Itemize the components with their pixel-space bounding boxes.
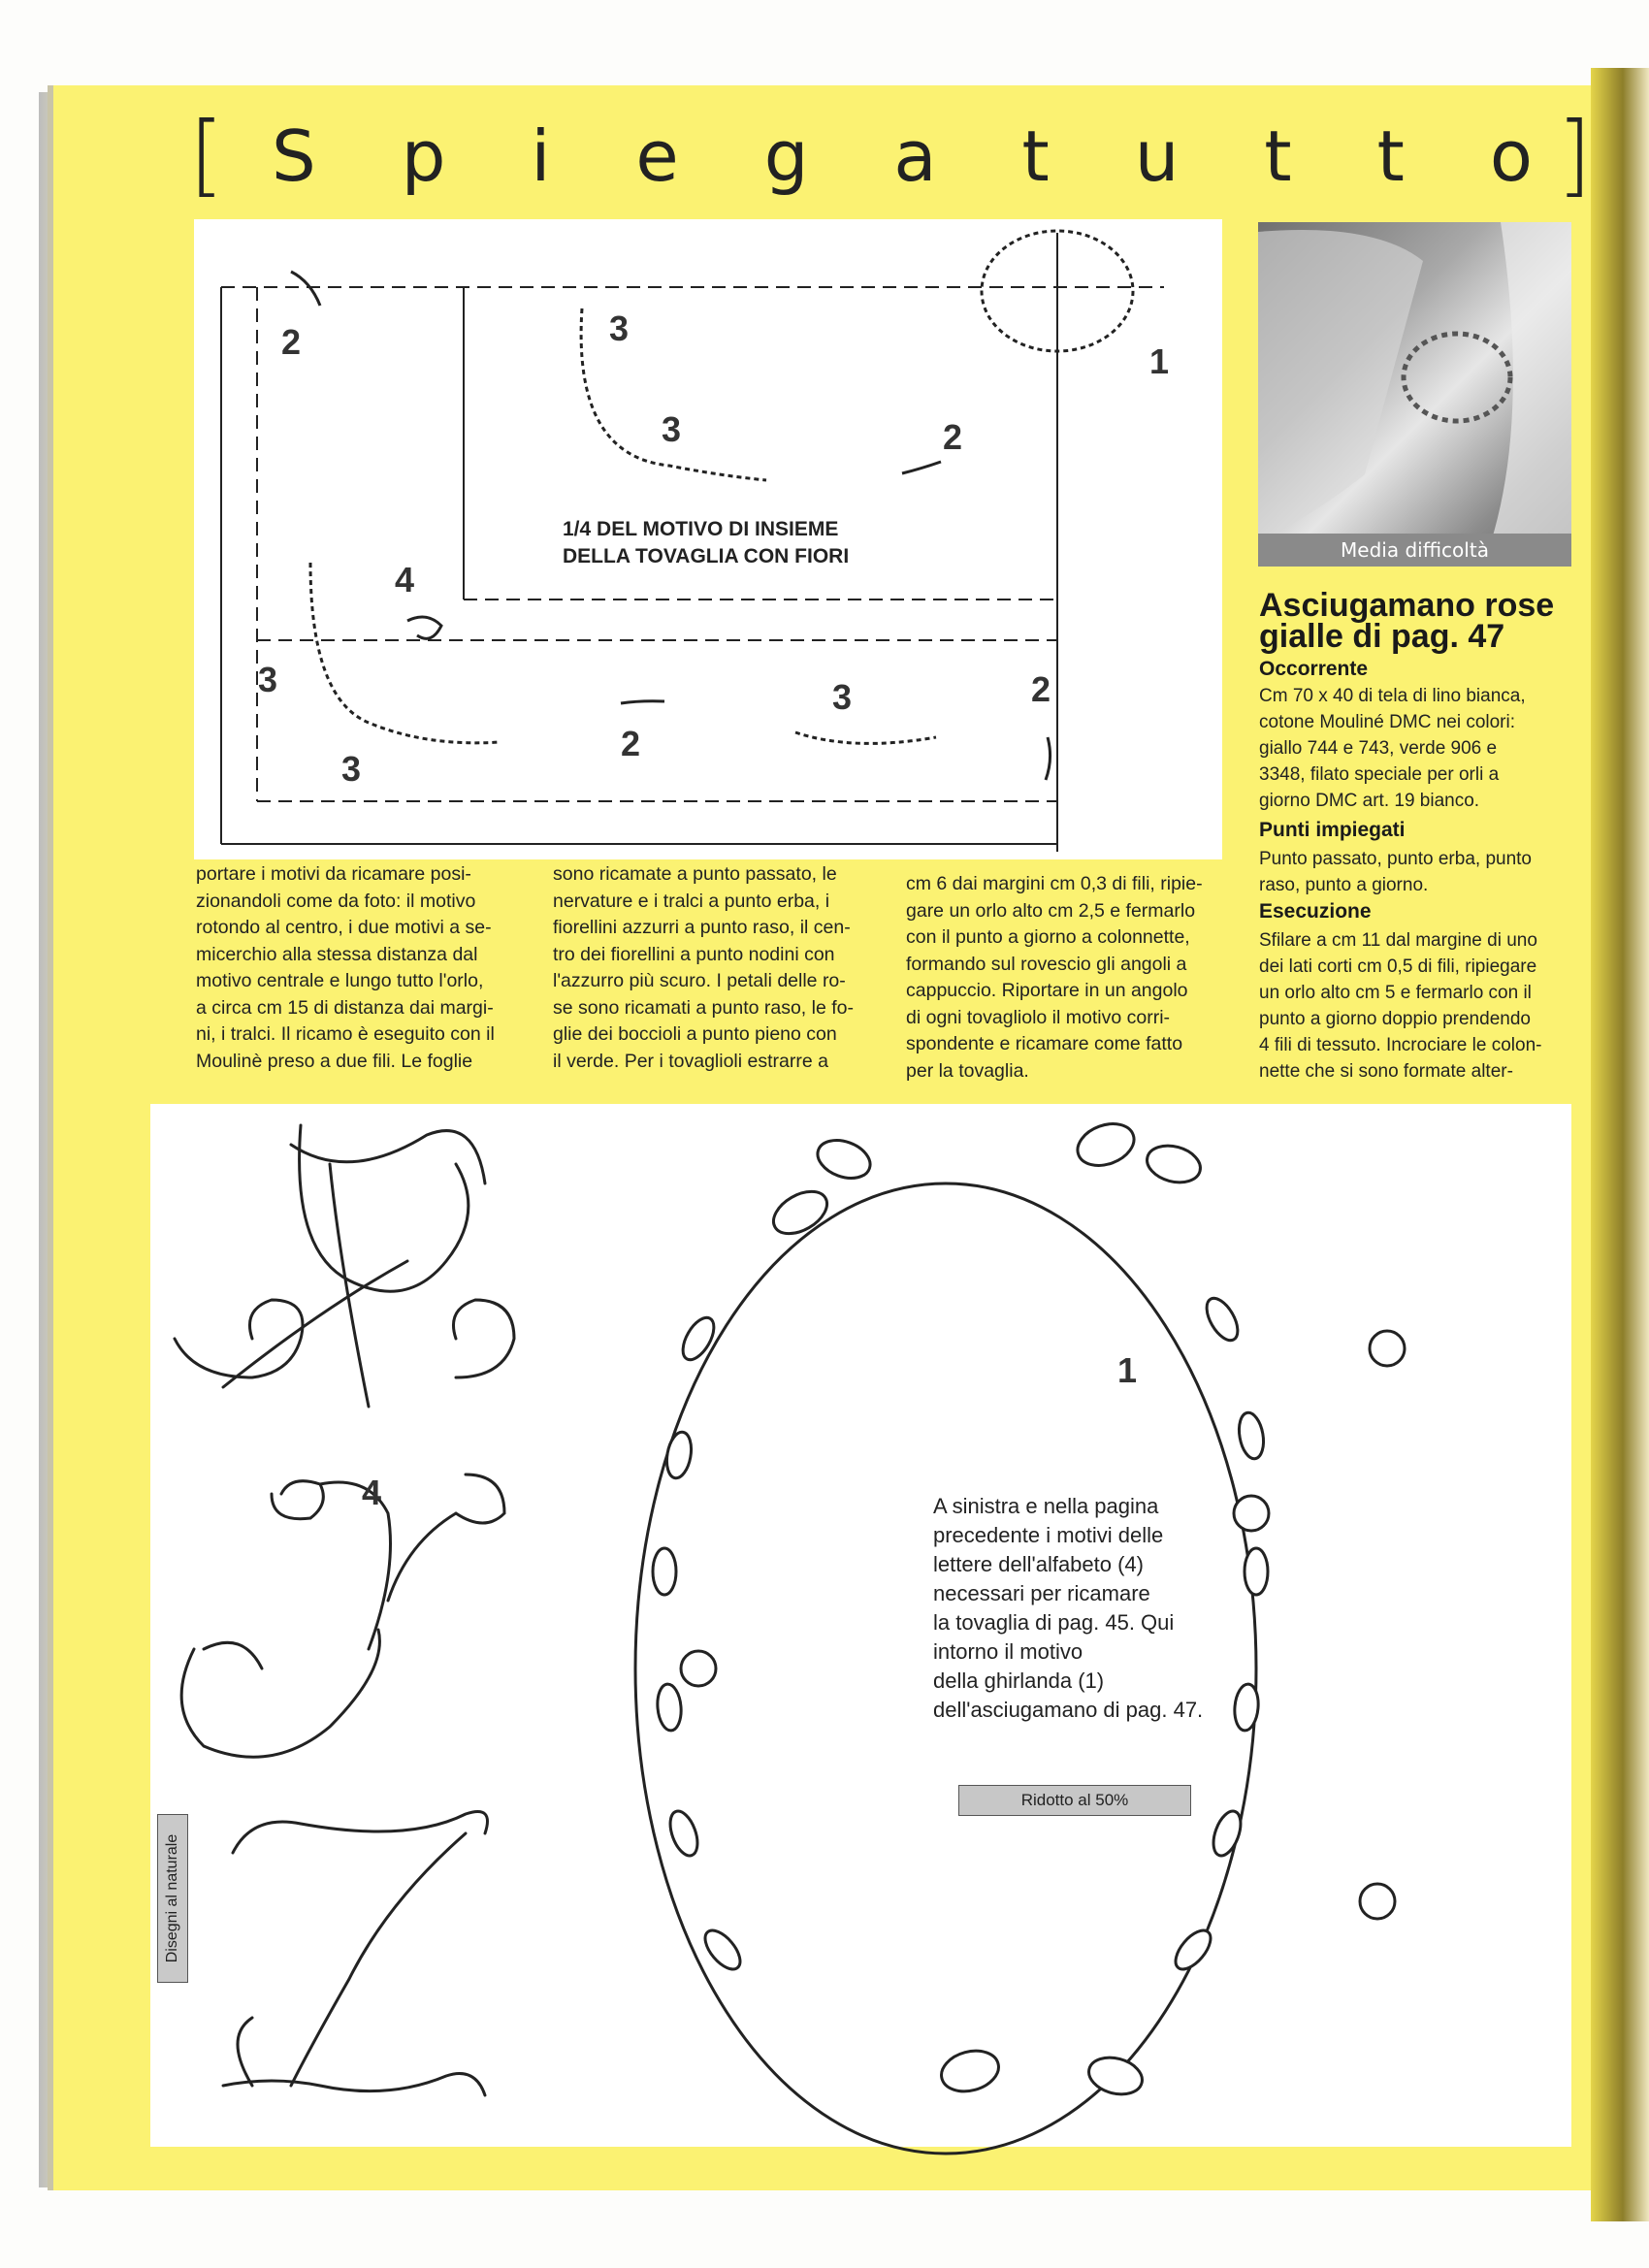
esecuzione-heading: Esecuzione (1259, 900, 1372, 923)
title-letter: e (635, 115, 679, 197)
pattern-number-1: 1 (1117, 1350, 1138, 1390)
letter-y-stroke (388, 1474, 504, 1601)
punti-heading: Punti impiegati (1259, 819, 1406, 841)
letter-x-stroke (175, 1300, 303, 1377)
diagram-number: 2 (943, 417, 963, 457)
title-letter: u (1134, 115, 1180, 197)
diagram-number: 4 (395, 560, 415, 599)
text-line: cappuccio. Riportare in un angolo (906, 980, 1188, 1001)
text-line: rotondo al centro, i due motivi a se- (196, 917, 492, 938)
diagram-number: 2 (1031, 669, 1051, 709)
diagram-number: 3 (609, 308, 630, 348)
text-line: la tovaglia di pag. 45. Qui (933, 1610, 1175, 1635)
diagram-number: 2 (281, 322, 302, 362)
title-letter: t (1021, 115, 1050, 197)
text-line: dell'asciugamano di pag. 47. (933, 1698, 1204, 1722)
diagram-caption-line: DELLA TOVAGLIA CON FIORI (563, 545, 850, 567)
text-line: Punto passato, punto erba, punto (1259, 849, 1532, 869)
text-line: Moulinè preso a due fili. Le foglie (196, 1050, 473, 1072)
patterns-caption (933, 1492, 1224, 1725)
project-title-line: Asciugamano rose (1259, 587, 1555, 624)
text-line: giorno DMC art. 19 bianco. (1259, 791, 1480, 811)
letter-x-stroke (291, 1131, 485, 1183)
text-line: gare un orlo alto cm 2,5 e fermarlo (906, 899, 1196, 922)
text-line: Sfilare a cm 11 dal margine di uno (1259, 930, 1537, 951)
letter-z-stroke (238, 2018, 252, 2086)
text-line: raso, punto a giorno. (1259, 875, 1429, 895)
title-letter: o (1489, 115, 1533, 197)
text-line: lettere dell'alfabeto (4) (933, 1552, 1144, 1576)
text-line: fiorellini azzurri a punto raso, il cen- (553, 917, 851, 938)
diagram-number: 3 (258, 660, 278, 699)
letter-y-stroke (181, 1630, 379, 1757)
text-line: 3348, filato speciale per orli a (1259, 764, 1500, 785)
text-line: della ghirlanda (1) (933, 1669, 1105, 1693)
letter-x-stroke (300, 1125, 469, 1291)
letter-x-stroke (454, 1300, 515, 1377)
diagram-number: 3 (832, 677, 853, 717)
text-line: glie dei boccioli a punto pieno con (553, 1023, 837, 1045)
occorrente-heading: Occorrente (1259, 658, 1369, 680)
text-line: con il punto a giorno a colonnette, (906, 926, 1190, 948)
letter-y-stroke (272, 1481, 323, 1519)
title-bracket-close: ] (1557, 103, 1592, 207)
title-letter: t (1376, 115, 1405, 197)
diagram-number: 1 (1149, 341, 1170, 381)
text-line: il verde. Per i tovaglioli estrarre a (553, 1050, 828, 1072)
text-line: l'azzurro più scuro. I petali delle ro- (553, 970, 846, 991)
text-line: zionandoli come da foto: il motivo (196, 890, 476, 912)
text-line: cm 6 dai margini cm 0,3 di fili, ripie- (906, 873, 1203, 894)
text-line: cotone Mouliné DMC nei colori: (1259, 712, 1516, 732)
text-line: sono ricamate a punto passato, le (553, 863, 837, 885)
text-line: dei lati corti cm 0,5 di fili, ripiegare (1259, 956, 1537, 977)
text-line: necessari per ricamare (933, 1581, 1150, 1605)
vertical-label (157, 1814, 188, 1983)
text-line: 4 fili di tessuto. Incrociare le colon- (1259, 1035, 1542, 1055)
title-letter: g (763, 115, 809, 197)
text-line: precedente i motivi delle (933, 1523, 1164, 1547)
title-letter: p (401, 115, 446, 197)
text-line: portare i motivi da ricamare posi- (196, 863, 471, 885)
text-line: di ogni tovagliolo il motivo corri- (906, 1006, 1171, 1028)
text-line: micerchio alla stessa distanza dal (196, 943, 478, 965)
text-line: intorno il motivo (933, 1639, 1083, 1664)
text-line: giallo 744 e 743, verde 906 e (1259, 738, 1498, 759)
text-line: un orlo alto cm 5 e fermarlo con il (1259, 983, 1532, 1003)
title-bracket-open: [ (189, 103, 224, 207)
text-line: a circa cm 15 di distanza dai margi- (196, 996, 494, 1019)
diagram-number: 2 (621, 724, 641, 763)
diagram-number: 3 (341, 749, 362, 789)
text-line: spondente e ricamare come fatto (906, 1033, 1183, 1054)
text-line: formando sul rovescio gli angoli a (906, 953, 1187, 975)
scale-badge: Ridotto al 50% (958, 1785, 1191, 1816)
text-line: motivo centrale e lungo tutto l'orlo, (196, 970, 484, 991)
vertical-label-text: Disegni al naturale (164, 1833, 180, 1963)
text-line: per la tovaglia. (906, 1059, 1029, 1082)
text-line: nette che si sono formate alter- (1259, 1061, 1513, 1082)
pattern-number-4: 4 (362, 1473, 382, 1512)
title-letter: S (272, 115, 316, 197)
text-line: se sono ricamati a punto raso, le fo- (553, 996, 854, 1019)
letter-z-stroke (223, 2074, 485, 2096)
project-title-line: gialle di pag. 47 (1259, 618, 1505, 655)
letter-y-stroke (204, 1642, 262, 1669)
difficulty-caption: Media difficoltà (1258, 534, 1571, 567)
diagram-number: 3 (662, 409, 682, 449)
title-letter: t (1264, 115, 1292, 197)
text-line: nervature e i tralci a punto erba, i (553, 890, 830, 912)
diagram-caption-line: 1/4 DEL MOTIVO DI INSIEME (563, 518, 839, 540)
text-line: tro dei fiorellini a punto nodini con (553, 943, 835, 965)
text-line: punto a giorno doppio prendendo (1259, 1009, 1531, 1029)
title-letter: i (531, 115, 551, 197)
text-line: Cm 70 x 40 di tela di lino bianca, (1259, 686, 1526, 706)
letter-z-stroke (291, 1833, 466, 2086)
title-letter: a (893, 115, 937, 197)
text-line: A sinistra e nella pagina (933, 1494, 1159, 1518)
text-line: ni, i tralci. Il ricamo è eseguito con il (196, 1023, 495, 1045)
